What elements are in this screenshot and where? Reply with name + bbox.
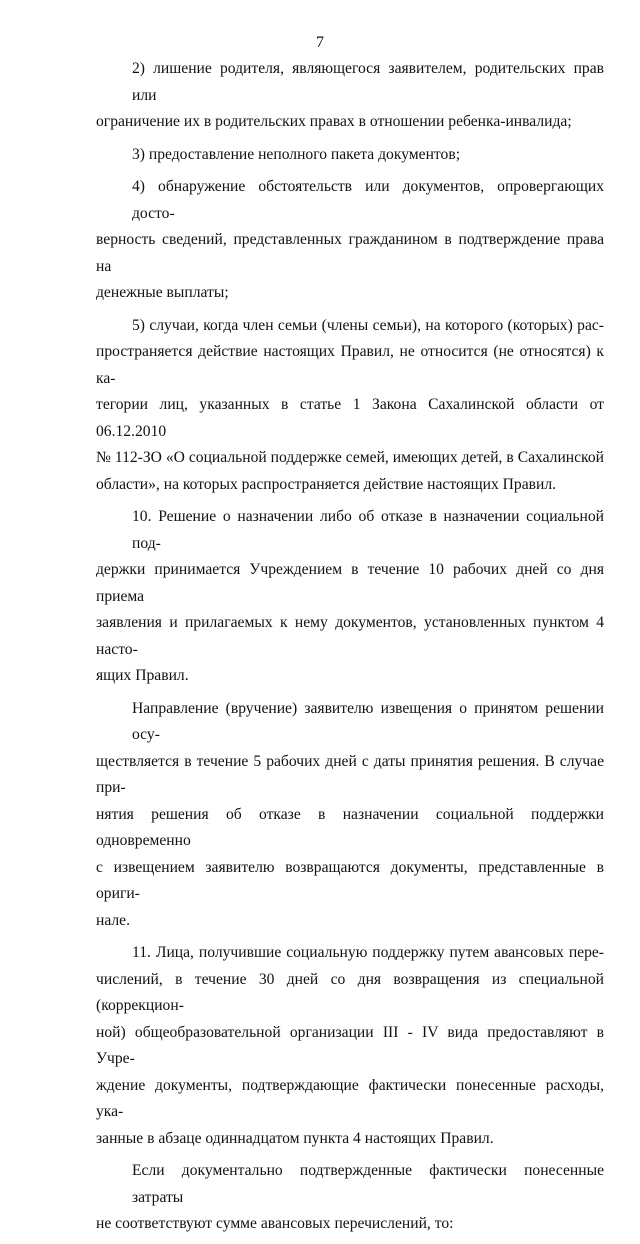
paragraph-clause-10 <box>96 504 604 690</box>
text-line: ной) общеобразовательной организации III - IV вида предоставляют в Учре- <box>96 1023 604 1067</box>
paragraph-discrepancy <box>96 1158 604 1238</box>
text-line: держки принимается Учреждением в течение 10 рабочих дней со дня приема <box>96 561 604 605</box>
paragraph-clause-11 <box>96 940 604 1152</box>
text-line: денежные выплаты; <box>96 284 229 301</box>
text-line: Направление (вручение) заявителю извещения о принятом решении осу- <box>132 699 604 743</box>
paragraph-item-4 <box>96 174 604 307</box>
document-body <box>96 56 604 1244</box>
paragraph-item-3 <box>96 142 604 169</box>
text-line: 2) лишение родителя, являющегося заявителем, родительских прав или <box>132 60 604 104</box>
text-line: 4) обнаружение обстоятельств или документов, опровергающих досто- <box>132 178 604 222</box>
text-line: 3) предоставление неполного пакета документов; <box>132 145 461 163</box>
text-line: пространяется действие настоящих Правил, не относится (не относятся) к ка- <box>96 343 604 387</box>
text-line: заявления и прилагаемых к нему документов, установленных пунктом 4 насто- <box>96 614 604 658</box>
text-line: ждение документы, подтверждающие фактически понесенные расходы, ука- <box>96 1076 604 1120</box>
text-line: верность сведений, представленных гражданином в подтверждение права на <box>96 231 604 275</box>
text-line: № 112-ЗО «О социальной поддержке семей, имеющих детей, в Сахалинской <box>96 449 604 466</box>
text-line: области», на которых распространяется действие настоящих Правил. <box>96 475 557 493</box>
text-line: Если документально подтвержденные фактически понесенные затраты <box>132 1162 604 1206</box>
text-line: тегории лиц, указанных в статье 1 Закона Сахалинской области от 06.12.2010 <box>96 396 604 440</box>
text-line: ящих Правил. <box>96 667 189 684</box>
text-line: 5) случаи, когда член семьи (члены семьи), на которого (которых) рас- <box>132 316 604 334</box>
paragraph-item-2 <box>96 56 604 136</box>
text-line: с извещением заявителю возвращаются документы, представленные в ориги- <box>96 858 604 902</box>
text-line: 11. Лица, получившие социальную поддержку путем авансовых пере- <box>132 944 604 961</box>
text-line: ществляется в течение 5 рабочих дней с даты принятия решения. В случае при- <box>96 752 604 796</box>
paragraph-notification <box>96 696 604 935</box>
text-line: 10. Решение о назначении либо об отказе в назначении социальной под- <box>132 508 604 552</box>
text-line: не соответствуют сумме авансовых перечислений, то: <box>96 1215 454 1232</box>
text-line: занные в абзаце одиннадцатом пункта 4 настоящих Правил. <box>96 1129 494 1147</box>
text-line: нале. <box>96 911 131 929</box>
paragraph-item-5 <box>96 313 604 499</box>
page-number: 7 <box>316 34 324 51</box>
text-line: ограничение их в родительских правах в отношении ребенка-инвалида; <box>96 113 572 130</box>
text-line: числений, в течение 30 дней со дня возвращения из специальной (коррекцион- <box>96 970 604 1014</box>
text-line: нятия решения об отказе в назначении социальной поддержки одновременно <box>96 805 604 849</box>
